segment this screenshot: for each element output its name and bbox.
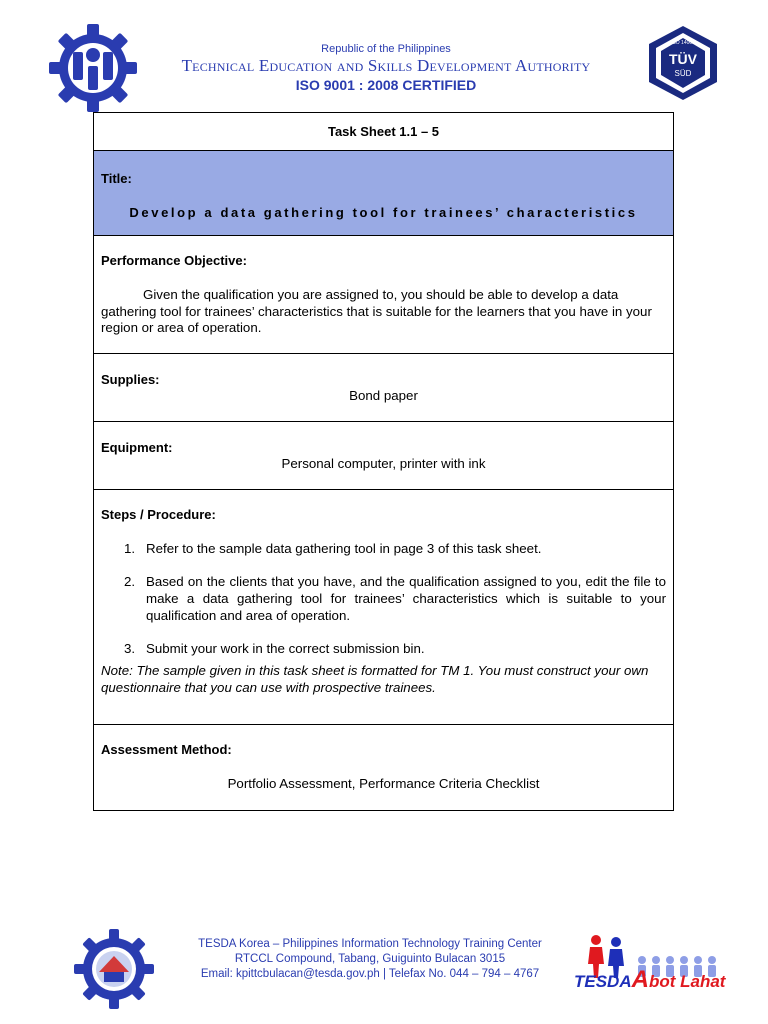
- supplies-label: Supplies:: [101, 372, 160, 387]
- tesda-korea-seal-icon: [73, 928, 155, 1010]
- header-block: [136, 42, 636, 94]
- republic-text: Republic of the Philippines: [321, 43, 451, 55]
- objective-section: [94, 236, 673, 354]
- iso-certification: ISO 9001 : 2008 CERTIFIED: [295, 77, 477, 93]
- steps-label: Steps / Procedure:: [101, 507, 216, 522]
- step-text: Based on the clients that you have, and the qualification assigned to you, edit the file to make a data gathering tool for trainees’ characteristics which is suitable to your qualification and area of operation.: [146, 574, 666, 623]
- objective-text: [101, 287, 666, 337]
- task-sheet-heading: Task Sheet 1.1 – 5: [94, 113, 673, 151]
- supplies-section: [94, 354, 673, 422]
- tuv-label: TÜV: [669, 51, 697, 67]
- step-item: [101, 640, 666, 657]
- task-sheet-table: [93, 112, 674, 811]
- step-item: [101, 540, 666, 557]
- footer-address: [160, 937, 580, 982]
- step-text: Submit your work in the correct submission bin.: [146, 641, 425, 656]
- step-text: Refer to the sample data gathering tool in page 3 of this task sheet.: [146, 541, 542, 556]
- equipment-value: Personal computer, printer with ink: [281, 456, 486, 471]
- step-item: [101, 573, 666, 624]
- note-text: Note: The sample given in this task sheet is formatted for TM 1. You must construct your own questionnaire that you can use with prospective trainees.: [101, 663, 649, 695]
- step-number: 1.: [124, 541, 136, 556]
- equipment-section: [94, 422, 673, 490]
- objective-paragraph: Given the qualification you are assigned to, you should be able to develop a data gathering tool for trainees’ characteristics that is suitable for the learners that you have in your region or area of operation.: [101, 287, 652, 335]
- tesda-abot-lahat-brand: [574, 966, 725, 994]
- tesda-gear-logo-icon: [47, 22, 139, 114]
- task-title: Develop a data gathering tool for trainees’ characteristics: [129, 205, 638, 220]
- title-section: [94, 151, 673, 236]
- footer-center-name: TESDA Korea – Philippines Information Technology Training Center: [198, 938, 542, 950]
- assessment-value: Portfolio Assessment, Performance Criteria Checklist: [227, 776, 540, 791]
- assessment-label: Assessment Method:: [101, 742, 232, 757]
- brand-abot-lahat: bot Lahat: [648, 972, 726, 991]
- equipment-label: Equipment:: [101, 440, 173, 455]
- authority-name: Technical Education and Skills Development Authority: [181, 56, 591, 75]
- step-number: 2.: [124, 574, 136, 589]
- tuv-iso: ISO 14001: [671, 40, 695, 46]
- assessment-section: [94, 725, 673, 810]
- tuv-sub: SÜD: [674, 69, 692, 78]
- steps-list: [101, 540, 666, 673]
- step-number: 3.: [124, 641, 136, 656]
- footer-contact-line: Email: kpittcbulacan@tesda.gov.ph | Telefax No. 044 – 794 – 4767: [200, 968, 540, 980]
- objective-label: Performance Objective:: [101, 253, 247, 268]
- title-label: Title:: [101, 171, 132, 186]
- steps-section: [94, 490, 673, 725]
- brand-tesda: TESDA: [574, 972, 632, 991]
- supplies-value: Bond paper: [349, 388, 418, 403]
- tuv-certification-badge-icon: [644, 24, 722, 102]
- footer-address-line: RTCCL Compound, Tabang, Guiguinto Bulacan 3015: [234, 953, 506, 965]
- brand-a: A: [631, 966, 649, 993]
